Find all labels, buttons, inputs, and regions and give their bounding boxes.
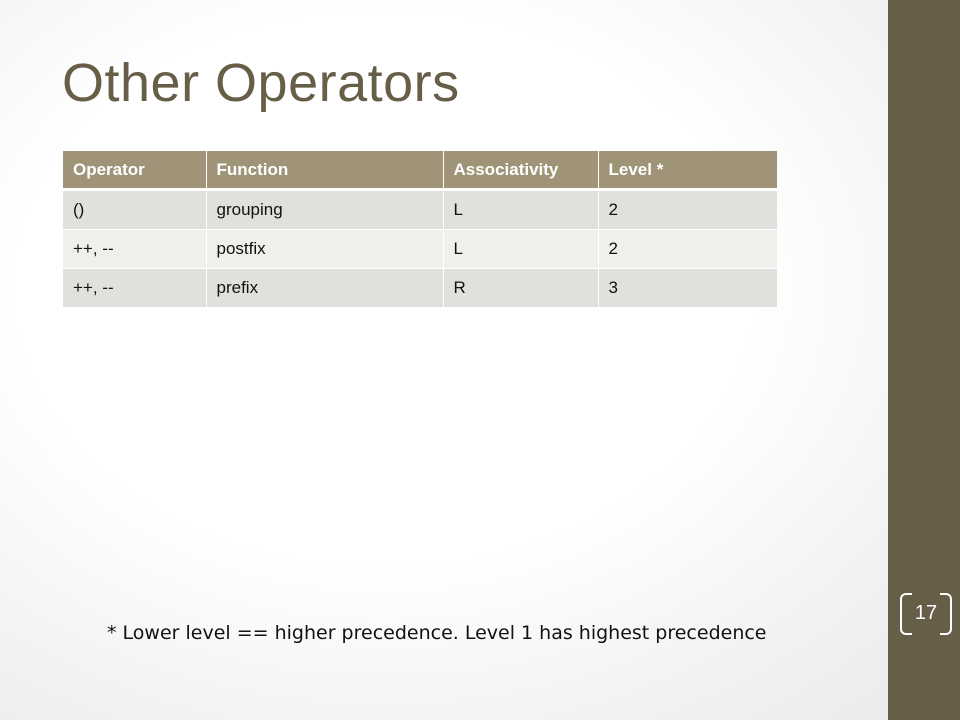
page-number-badge (900, 593, 952, 635)
cell-operator: ++, -- (63, 269, 206, 308)
cell-associativity: L (443, 230, 598, 269)
footnote: * Lower level == higher precedence. Level 1 has highest precedence (107, 622, 767, 644)
cell-function: prefix (206, 269, 443, 308)
cell-level: 2 (598, 190, 777, 230)
cell-level: 2 (598, 230, 777, 269)
table-row (63, 269, 777, 308)
table-row (63, 230, 777, 269)
cell-operator: () (63, 190, 206, 230)
cell-function: postfix (206, 230, 443, 269)
page-number: 17 (914, 602, 938, 624)
table-row (63, 190, 777, 230)
slide-title: Other Operators (62, 53, 460, 113)
cell-level: 3 (598, 269, 777, 308)
cell-associativity: R (443, 269, 598, 308)
header-associativity: Associativity (443, 151, 598, 190)
header-level: Level * (598, 151, 777, 190)
operators-table (63, 151, 777, 308)
cell-associativity: L (443, 190, 598, 230)
cell-operator: ++, -- (63, 230, 206, 269)
header-operator: Operator (63, 151, 206, 190)
header-function: Function (206, 151, 443, 190)
table-header-row (63, 151, 777, 190)
cell-function: grouping (206, 190, 443, 230)
